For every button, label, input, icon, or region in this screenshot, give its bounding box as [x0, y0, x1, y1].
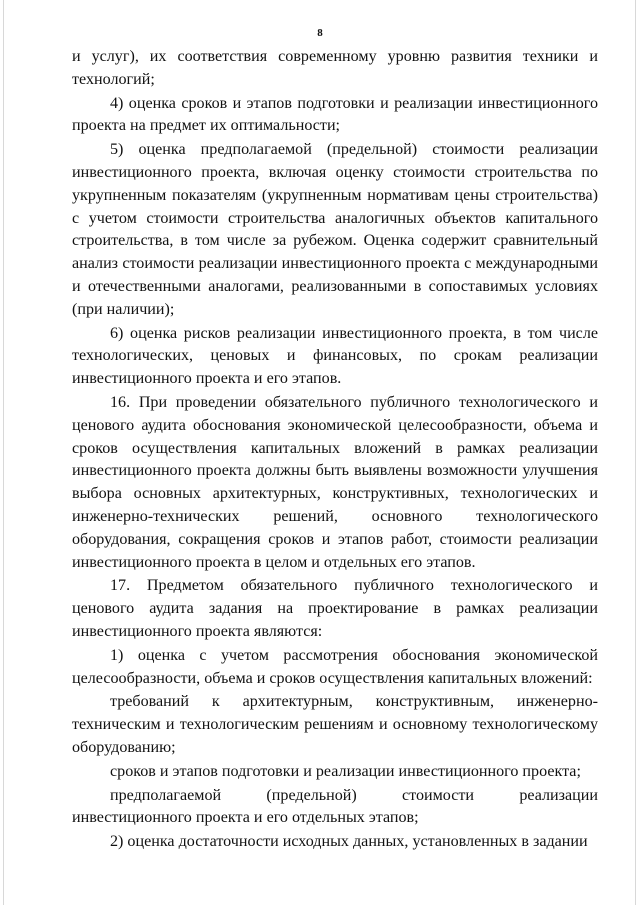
- document-body: [72, 46, 598, 854]
- scan-edge-right: [635, 0, 636, 905]
- scan-edge-left: [3, 0, 4, 905]
- paragraph-7: 1) оценка с учетом рассмотрения обоснования экономической целесообразности, объема и сроков осуществления капитальных вложений:: [72, 646, 598, 687]
- paragraph-2: 4) оценка сроков и этапов подготовки и реализации инвестиционного проекта на предмет их оптимальности;: [72, 94, 598, 135]
- paragraph-6: 17. Предметом обязательного публичного технологического и ценового аудита задания на проектирование в рамках реализации инвестиционного проекта являются:: [72, 577, 598, 640]
- paragraph-8: требований к архитектурным, конструктивным, инженерно-техническим и технологическим решениям и основному технологическому оборудованию;: [72, 693, 598, 756]
- paragraph-3: 5) оценка предполагаемой (предельной) стоимости реализации инвестиционного проекта, включая оценку стоимости строительства по укрупненным показателям (укрупненным нормативам цены строительства) с учетом стоимости строительства аналогичных объектов капитального строительства, в том числе за рубежом. Оценка содержит сравнительный анализ стоимости реализации инвестиционного проекта с международными и отечественными аналогами, реализованными в сопоставимых условиях (при наличии);: [72, 141, 598, 318]
- paragraph-1: и услуг), их соответствия современному уровню развития техники и технологий;: [72, 48, 598, 88]
- page-number: 8: [317, 27, 323, 39]
- paragraph-4: 6) оценка рисков реализации инвестиционного проекта, в том числе технологических, ценовых и финансовых, по срокам реализации инвестиционного проекта и его этапов.: [72, 324, 598, 388]
- paragraph-10: предполагаемой (предельной) стоимости реализации инвестиционного проекта и его отдельных этапов;: [72, 786, 598, 827]
- paragraph-11: 2) оценка достаточности исходных данных, установленных в задании: [110, 833, 588, 851]
- paragraph-5: 16. При проведении обязательного публичного технологического и ценового аудита обоснования экономической целесообразности, объема и сроков осуществления капитальных вложений в рамках реализации инвестиционного проекта должны быть выявлены возможности улучшения выбора основных архитектурных, конструктивных, технологических и инженерно-технических решений, основного технологического оборудования, сокращения сроков и этапов работ, стоимости реализации инвестиционного проекта в целом и отдельных его этапов.: [72, 393, 598, 571]
- paragraph-9: сроков и этапов подготовки и реализации инвестиционного проекта;: [110, 762, 581, 780]
